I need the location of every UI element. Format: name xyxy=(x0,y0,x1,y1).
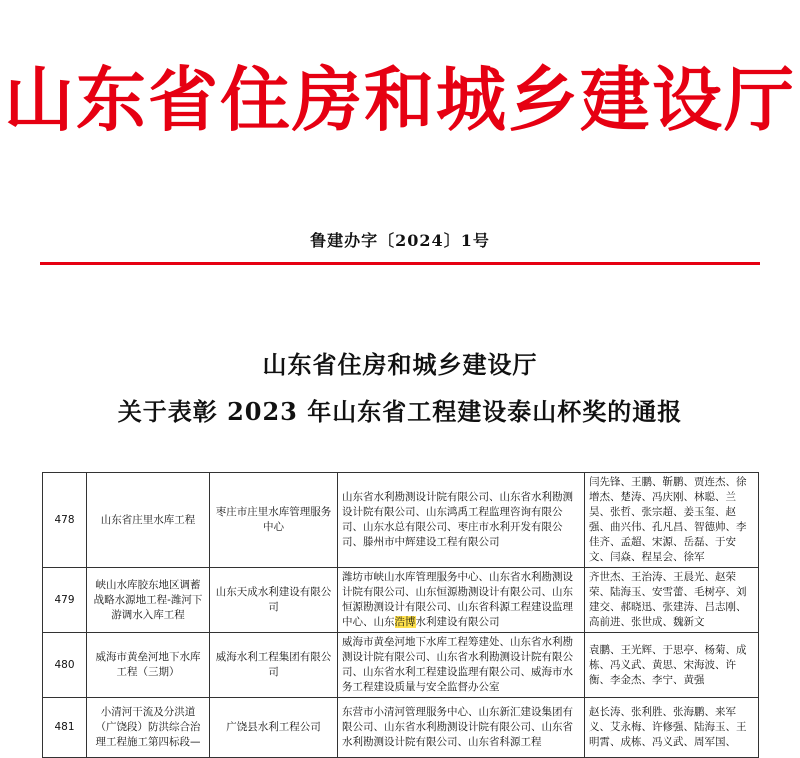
table-row xyxy=(43,698,759,758)
award-personnel: 袁鹏、王光辉、于思亭、杨菊、成栋、冯义武、黄思、宋海波、许衡、李金杰、李宁、黄强 xyxy=(585,633,759,698)
construction-unit: 山东天成水利建设有限公司 xyxy=(210,568,338,633)
award-personnel: 赵长涛、张利胜、张海鹏、来军义、艾永梅、许修强、陆海玉、王明霄、成栋、冯义武、周军国、 xyxy=(585,698,759,758)
project-name: 山东省庄里水库工程 xyxy=(87,473,210,568)
construction-unit: 广饶县水利工程公司 xyxy=(210,698,338,758)
header-divider xyxy=(40,262,760,265)
highlighted-text: 浩博 xyxy=(394,616,416,628)
participating-units: 山东省水利勘测设计院有限公司、山东省水利勘测设计院有限公司、山东鸿禹工程监理咨询有限公司、山东水总有限公司、枣庄市水利开发有限公司、滕州市中辉建设工程有限公司 xyxy=(338,473,585,568)
table-row xyxy=(43,568,759,633)
award-personnel: 齐世杰、王治涛、王晨光、赵荣荣、陆海玉、安雪蕾、毛树亭、刘建交、郝晓迅、张建涛、吕志刚、高前进、张世成、魏新文 xyxy=(585,568,759,633)
project-name: 威海市黄垒河地下水库工程（三期） xyxy=(87,633,210,698)
awards-table xyxy=(42,472,759,758)
participating-units xyxy=(338,568,585,633)
project-name: 小清河干流及分洪道（广饶段）防洪综合治理工程施工第四标段— xyxy=(87,698,210,758)
units-text-after: 水利建设有限公司 xyxy=(415,616,500,628)
units-text-before: 潍坊市峡山水库管理服务中心、山东省水利勘测设计院有限公司、山东恒源勘测设计有限公司、山东恒源勘测设计有限公司、山东省科源工程建设监理中心、山东 xyxy=(342,571,573,628)
document-title-line-1: 山东省住房和城乡建设厅 xyxy=(262,350,538,379)
participating-units: 东营市小清河管理服务中心、山东新汇建设集团有限公司、山东省水利勘测设计院有限公司、山东省水利勘测设计院有限公司、山东省科源工程 xyxy=(338,698,585,758)
table-row xyxy=(43,633,759,698)
construction-unit: 威海水利工程集团有限公司 xyxy=(210,633,338,698)
document-number: 鲁建办字〔2024〕1号 xyxy=(310,231,490,250)
row-number: 479 xyxy=(43,568,87,633)
agency-header: 山东省住房和城乡建设厅 xyxy=(4,59,796,141)
participating-units: 威海市黄垒河地下水库工程筹建处、山东省水利勘测设计院有限公司、山东省水利勘测设计院有限公司、山东省水利工程建设监理有限公司、威海市水务工程建设质量与安全监督办公室 xyxy=(338,633,585,698)
row-number: 481 xyxy=(43,698,87,758)
row-number: 478 xyxy=(43,473,87,568)
table-row xyxy=(43,473,759,568)
row-number: 480 xyxy=(43,633,87,698)
project-name: 峡山水库胶东地区调蓄战略水源地工程-潍河下游调水入库工程 xyxy=(87,568,210,633)
award-personnel: 闫先锋、王鹏、靳鹏、贾连杰、徐增杰、楚涛、冯庆刚、林聪、兰昊、张哲、张宗超、姜玉玺、赵强、曲兴伟、孔凡昌、智德帅、李佳齐、孟超、宋源、岳磊、于安文、闫焱、程星会、徐军 xyxy=(585,473,759,568)
document-title-line-2: 关于表彰 2023 年山东省工程建设泰山杯奖的通报 xyxy=(117,397,683,426)
construction-unit: 枣庄市庄里水库管理服务中心 xyxy=(210,473,338,568)
